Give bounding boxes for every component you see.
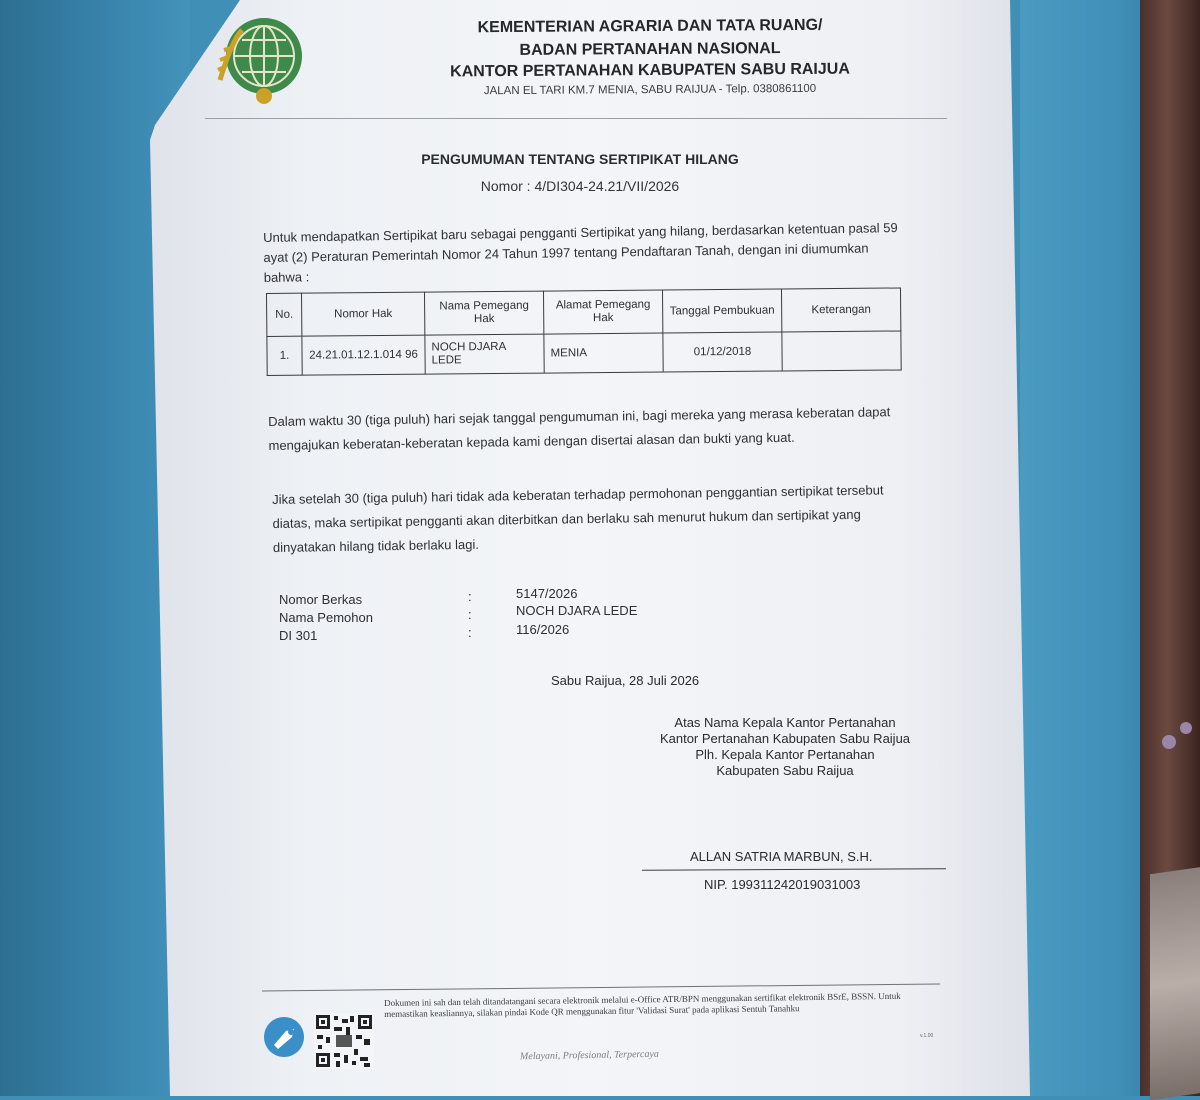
signatory-name: ALLAN SATRIA MARBUN, S.H. — [690, 849, 873, 864]
table-header-cell: No. — [267, 293, 302, 336]
table-cell — [782, 331, 901, 371]
document-title: PENGUMUMAN TENTANG SERTIPIKAT HILANG — [421, 151, 739, 167]
meta-colon: : — [468, 625, 472, 640]
table-cell: 24.21.01.12.1.014 96 — [302, 335, 425, 375]
letterhead-ministry: KEMENTERIAN AGRARIA DAN TATA RUANG/ — [477, 16, 823, 37]
intro-paragraph: Untuk mendapatkan Sertipikat baru sebagai pengganti Sertipikat yang hilang, berdasarkan ketentuan pasal 59 ayat (2) Peraturan Pemerintah Nomor 24 Tahun 1997 tentang Pendaftaran Tanah, dengan ini diumumkan bahwa : — [263, 220, 898, 285]
footer-divider — [262, 983, 940, 991]
objection-paragraph: Dalam waktu 30 (tiga puluh) hari sejak tanggal pengumuman ini, bagi mereka yang merasa keberatan dapat mengajukan keberatan-keberatan kepada kami dengan disertai alasan dan bukti yang kuat. — [268, 404, 891, 453]
meta-value: NOCH DJARA LEDE — [516, 603, 638, 618]
table-header-cell: Tanggal Pembukuan — [662, 289, 781, 333]
document-number: Nomor : 4/DI304-24.21/VII/2026 — [480, 178, 680, 194]
replacement-paragraph: Jika setelah 30 (tiga puluh) hari tidak ada keberatan terhadap permohonan penggantian sertipikat tersebut diatas, maka sertipikat pengganti akan diterbitkan dan berlaku sah menurut hukum dan sertipikat yang dinyatakan hilang tidak berlaku lagi. — [272, 482, 884, 555]
atr-bpn-logo — [212, 10, 312, 106]
meta-colon: : — [468, 607, 472, 622]
meta-label: Nomor Berkas — [279, 592, 363, 607]
table-header-cell: Alamat Pemegang Hak — [543, 290, 662, 334]
table-header-cell: Keterangan — [781, 288, 900, 332]
table-cell: NOCH DJARA LEDE — [425, 334, 544, 374]
meta-value: 5147/2026 — [516, 586, 578, 601]
meta-label: DI 301 — [279, 628, 318, 643]
footer-motto: Melayani, Profesional, Terpercaya — [519, 1048, 659, 1063]
table-cell: 01/12/2018 — [663, 332, 782, 372]
qr-code-icon — [314, 1013, 374, 1069]
place-date: Sabu Raijua, 28 Juli 2026 — [551, 673, 700, 688]
table-cell: 1. — [267, 336, 302, 375]
meta-value: 116/2026 — [516, 622, 570, 637]
signature-line: Plh. Kepala Kantor Pertanahan — [695, 747, 875, 762]
footer-version: v.1.00 — [920, 1033, 934, 1039]
table-header-cell: Nama Pemegang Hak — [424, 291, 543, 335]
table-header-cell: Nomor Hak — [302, 292, 425, 336]
letterhead-agency: BADAN PERTANAHAN NASIONAL — [519, 40, 781, 59]
letterhead-divider — [205, 118, 947, 119]
letterhead-address: JALAN EL TARI KM.7 MENIA, SABU RAIJUA - Telp. 0380861100 — [483, 82, 817, 98]
meta-label: Nama Pemohon — [279, 610, 373, 625]
signature-line: Atas Nama Kepala Kantor Pertanahan — [674, 715, 896, 730]
signature-underline — [642, 868, 946, 871]
bsre-logo-icon — [264, 1017, 304, 1057]
table-header-row — [267, 288, 901, 337]
table-row — [267, 331, 901, 376]
certificate-table — [266, 287, 902, 376]
letterhead-office: KANTOR PERTANAHAN KABUPATEN SABU RAIJUA — [450, 60, 850, 81]
meta-colon: : — [468, 589, 472, 604]
signature-line: Kabupaten Sabu Raijua — [716, 763, 854, 778]
table-cell: MENIA — [544, 333, 663, 373]
footer-validation-text: Dokumen ini sah dan telah ditandatangani secara elektronik melalui e-Office ATR/BPN menggunakan sertifikat elektronik BSrE, BSSN. Untuk memastikan keasliannya, silakan pindai Kode QR menggunakan fitur 'Validasi Surat' pada aplikasi Sentuh Tanahku — [384, 990, 901, 1019]
signatory-nip: NIP. 199311242019031003 — [704, 877, 861, 892]
signature-line: Kantor Pertanahan Kabupaten Sabu Raijua — [659, 731, 911, 746]
